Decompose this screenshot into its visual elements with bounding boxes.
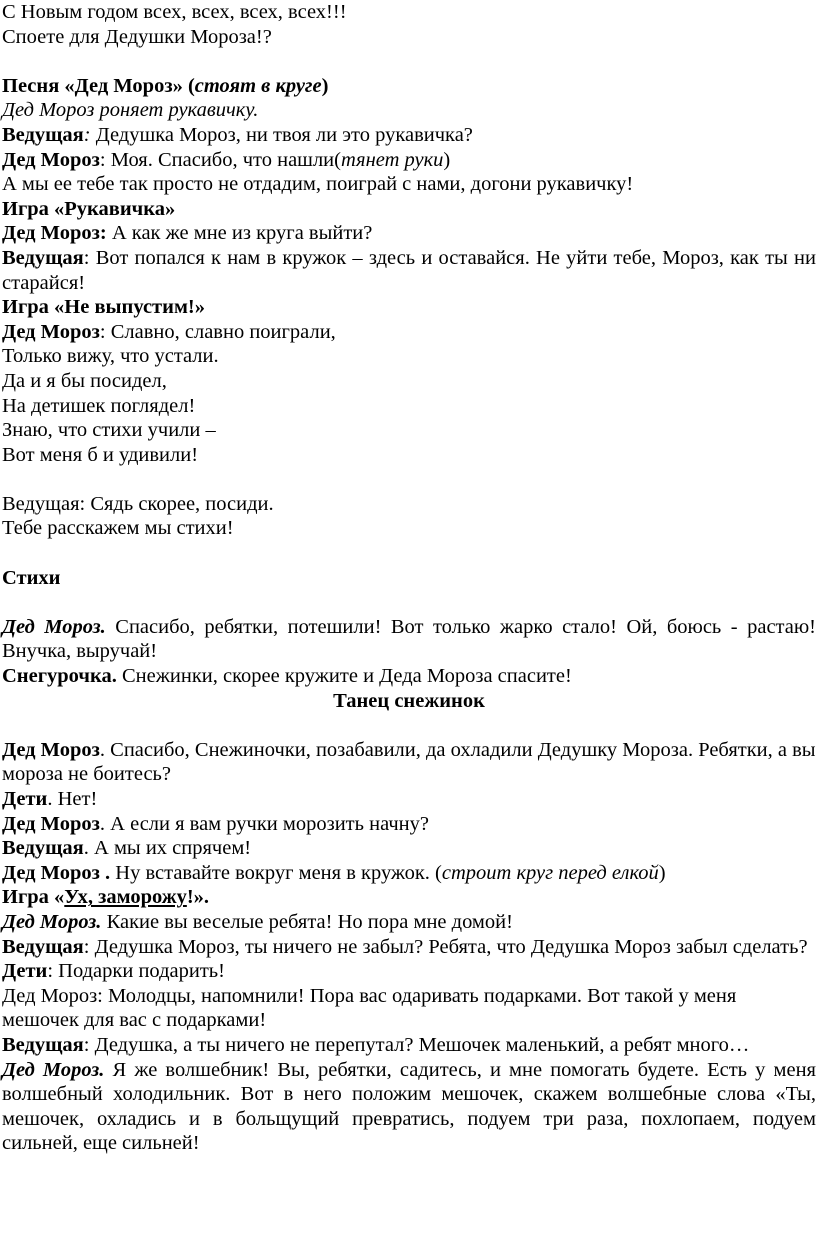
game-heading: Игра «Рукавичка» bbox=[2, 197, 176, 220]
blank-line bbox=[2, 541, 816, 566]
dialogue-line: Дед Мороз. Спасибо, ребятки, потешили! Вот только жарко стало! Ой, боюсь - растаю! Внучка, выручай! bbox=[2, 615, 816, 663]
poem-line: На детишек поглядел! bbox=[2, 394, 196, 417]
greeting-line: С Новым годом всех, всех, всех, всех!!! bbox=[2, 1, 347, 23]
section-heading: Стихи bbox=[2, 566, 61, 589]
dialogue-line: Ведущая: Дедушка Мороз, ты ничего не забыл? Ребята, что Дедушка Мороз забыл сделать? bbox=[2, 935, 808, 958]
blank-line bbox=[2, 590, 816, 615]
poem-line: Вот меня б и удивили! bbox=[2, 443, 199, 466]
dialogue-line: Дед Мороз. Я же волшебник! Вы, ребятки, садитесь, и мне помогать будете. Есть у меня волшебный холодильник. Вот в него положим мешочек, скажем волшебные слова «Ты, мешочек, охладись и в больщущий превратись, подуем три раза, похлопаем, подуем сильней, еще сильней! bbox=[2, 1058, 816, 1155]
dialogue-line: Ведущая. А мы их спрячем! bbox=[2, 837, 252, 860]
dialogue-line: Снегурочка. Снежинки, скорее кружите и Деда Мороза спасите! bbox=[2, 665, 572, 688]
blank-line bbox=[2, 713, 816, 738]
dialogue-line: Ведущая: Сядь скорее, посиди. bbox=[2, 492, 274, 515]
dialogue-line: Дед Мороз. Какие вы веселые ребята! Но пора мне домой! bbox=[2, 910, 513, 933]
dialogue-line: Дед Мороз: Славно, славно поиграли, bbox=[2, 320, 336, 343]
poem-line: Только вижу, что устали. bbox=[2, 345, 219, 368]
game-heading: Игра «Не выпустим!» bbox=[2, 296, 205, 319]
dialogue-line: Ведущая: Дедушка Мороз, ни твоя ли это рукавичка? bbox=[2, 123, 473, 146]
blank-line bbox=[2, 467, 816, 492]
dialogue-line: Дед Мороз. А если я вам ручки морозить начну? bbox=[2, 812, 429, 835]
dialogue-line: Дед Мороз . Ну вставайте вокруг меня в кружок. (строит круг перед елкой) bbox=[2, 861, 666, 884]
poem-line: Да и я бы посидел, bbox=[2, 369, 167, 392]
dialogue-line: Дед Мороз: Молодцы, напомнили! Пора вас одаривать подарками. Вот такой у меня мешочек для вас с подарками! bbox=[2, 984, 737, 1032]
dialogue-line: Дед Мороз. Спасибо, Снежиночки, позабавили, да охладили Дедушку Мороза. Ребятки, а вы мороза не боитесь? bbox=[2, 738, 816, 786]
dance-heading: Танец снежинок bbox=[333, 689, 485, 712]
game-heading: Игра «Ух, заморожу!». bbox=[2, 886, 210, 909]
sing-invite-line: Споете для Дедушки Мороза!? bbox=[2, 25, 272, 48]
dialogue-line: Дети: Подарки подарить! bbox=[2, 960, 225, 983]
dialogue-line: Ведущая: Вот попался к нам в кружок – здесь и оставайся. Не уйти тебе, Мороз, как ты ни старайся! bbox=[2, 246, 816, 294]
song-heading: Песня «Дед Мороз» (стоят в круге) bbox=[2, 74, 329, 97]
stage-direction: Дед Мороз роняет рукавичку. bbox=[2, 99, 259, 122]
dialogue-line: Тебе расскажем мы стихи! bbox=[2, 517, 234, 540]
dialogue-line: Дед Мороз: Моя. Спасибо, что нашли(тянет руки) bbox=[2, 148, 451, 171]
dialogue-line: Ведущая: Дедушка, а ты ничего не перепутал? Мешочек маленький, а ребят много… bbox=[2, 1033, 750, 1056]
dialogue-line: Дети. Нет! bbox=[2, 788, 98, 810]
blank-line bbox=[2, 49, 816, 74]
dialogue-line: Дед Мороз: А как же мне из круга выйти? bbox=[2, 222, 373, 245]
dialogue-line: А мы ее тебе так просто не отдадим, поиграй с нами, догони рукавичку! bbox=[2, 173, 634, 196]
poem-line: Знаю, что стихи учили – bbox=[2, 419, 216, 442]
